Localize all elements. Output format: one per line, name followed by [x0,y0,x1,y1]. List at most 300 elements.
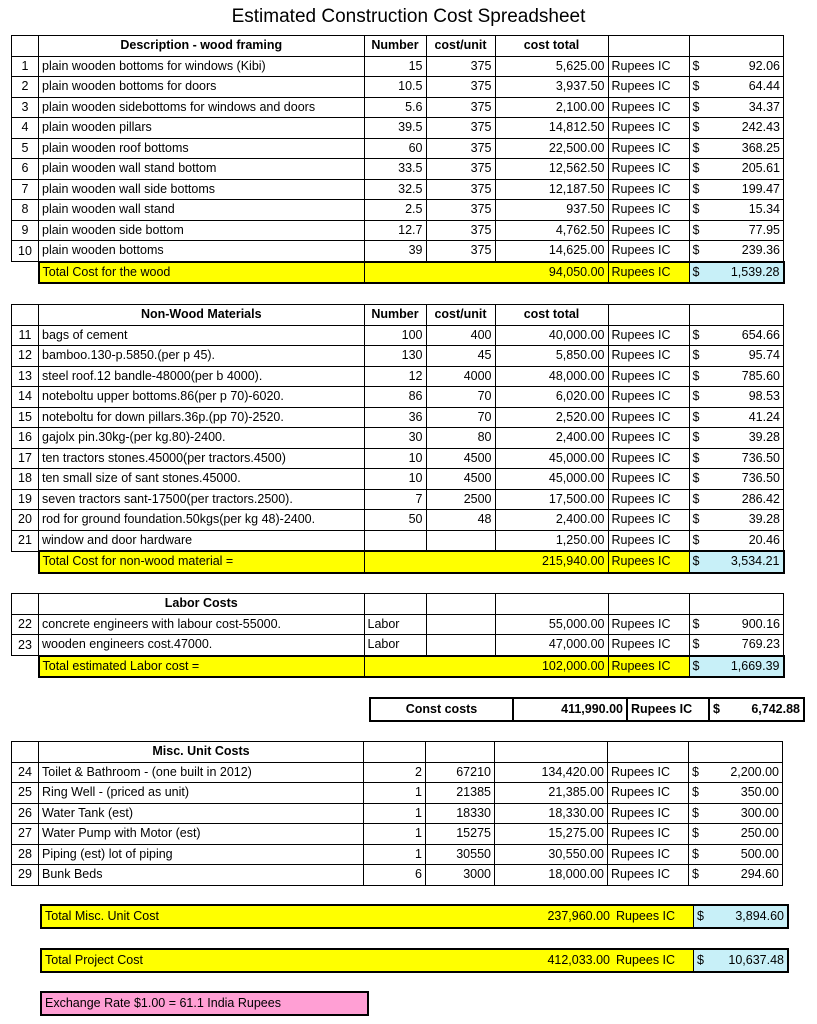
item-description[interactable]: Toilet & Bathroom - (one built in 2012) [39,762,364,783]
cell[interactable] [426,551,495,573]
item-description[interactable]: gajolx pin.30kg-(per kg.80)-2400. [39,428,365,449]
item-description[interactable]: ten small size of sant stones.45000. [39,469,365,490]
cell[interactable] [364,594,426,615]
item-usd[interactable] [689,865,783,886]
item-currency[interactable]: Rupees IC [608,366,689,387]
item-cost-total[interactable]: 40,000.00 [495,325,608,346]
cell[interactable] [608,36,689,57]
usd-value: 98.53 [748,389,780,404]
row-number[interactable]: 14 [12,387,39,408]
total-label[interactable]: Total Cost for non-wood material = [39,551,365,573]
item-usd[interactable] [689,614,784,635]
item-number[interactable]: 10 [364,448,426,469]
item-cost-total[interactable]: 2,520.00 [495,407,608,428]
labor-table [11,593,785,678]
dollar-sign: $ [692,202,700,217]
item-currency[interactable]: Rupees IC [608,783,689,804]
item-cost-unit[interactable] [426,530,495,551]
cell[interactable] [426,742,495,763]
item-cost-unit[interactable]: 67210 [426,762,495,783]
item-number[interactable]: Labor [364,614,426,635]
item-currency[interactable]: Rupees IC [608,179,689,200]
header-row [12,36,784,57]
row-number[interactable]: 3 [12,97,39,118]
item-currency[interactable]: Rupees IC [608,407,689,428]
item-usd[interactable] [689,346,784,367]
item-number[interactable]: 60 [364,138,426,159]
total-usd[interactable] [694,905,789,928]
item-usd[interactable] [689,530,784,551]
row-number[interactable]: 12 [12,346,39,367]
item-usd[interactable] [689,387,784,408]
item-usd[interactable] [689,448,784,469]
item-number[interactable]: 6 [364,865,426,886]
item-description[interactable]: wooden engineers cost.47000. [39,635,365,656]
column-header-cost-total[interactable]: cost total [495,36,608,57]
item-currency[interactable]: Rupees IC [608,241,689,262]
usd-value: 64.44 [748,79,780,94]
item-number[interactable]: 50 [364,510,426,531]
dollar-sign: $ [692,846,699,861]
item-usd[interactable] [689,366,784,387]
table-row [12,428,784,449]
item-number[interactable]: 1 [364,824,426,845]
usd-value: 77.95 [748,222,780,237]
item-number[interactable]: 10 [364,469,426,490]
item-cost-total[interactable]: 2,100.00 [495,97,608,118]
usd-value: 242.43 [741,120,780,135]
item-cost-unit[interactable]: 375 [426,200,495,221]
dollar-sign: $ [697,953,704,967]
item-description[interactable]: bags of cement [39,325,365,346]
row-number[interactable]: 26 [12,803,39,824]
row-number[interactable]: 9 [12,220,39,241]
total-currency[interactable]: Rupees IC [608,262,689,284]
item-description[interactable]: rod for ground foundation.50kgs(per kg 48)-2400. [39,510,365,531]
table-row [12,200,784,221]
item-usd[interactable] [689,220,784,241]
item-currency[interactable]: Rupees IC [608,865,689,886]
cell[interactable] [426,656,495,678]
item-number[interactable]: 15 [364,56,426,77]
item-usd[interactable] [689,179,784,200]
item-cost-unit[interactable]: 21385 [426,783,495,804]
item-cost-total[interactable]: 48,000.00 [495,366,608,387]
cell[interactable] [12,305,39,326]
column-header-cost-unit[interactable]: cost/unit [426,305,495,326]
item-description[interactable]: plain wooden wall stand bottom [39,159,365,180]
item-cost-unit[interactable]: 375 [426,56,495,77]
item-cost-unit[interactable]: 375 [426,220,495,241]
total-rupees[interactable]: 102,000.00 [495,656,608,678]
item-number[interactable]: 36 [364,407,426,428]
dollar-sign: $ [692,264,700,279]
item-cost-total[interactable]: 47,000.00 [495,635,608,656]
row-number[interactable]: 11 [12,325,39,346]
item-currency[interactable]: Rupees IC [608,448,689,469]
usd-value: 500.00 [740,846,779,861]
item-currency[interactable]: Rupees IC [608,635,689,656]
item-usd[interactable] [689,138,784,159]
item-description[interactable]: plain wooden side bottom [39,220,365,241]
table-row [12,489,784,510]
cell[interactable] [689,305,784,326]
item-usd[interactable] [689,200,784,221]
item-currency[interactable]: Rupees IC [608,469,689,490]
item-cost-unit[interactable]: 30550 [426,844,495,865]
cell[interactable] [12,36,39,57]
item-cost-total[interactable]: 21,385.00 [495,783,608,804]
item-usd[interactable] [689,510,784,531]
item-description[interactable]: plain wooden bottoms for doors [39,77,365,98]
item-description[interactable]: noteboltu for down pillars.36p.(pp 70)-2520. [39,407,365,428]
item-description[interactable]: steel roof.12 bandle-48000(per b 4000). [39,366,365,387]
item-number[interactable]: 30 [364,428,426,449]
total-currency[interactable]: Rupees IC [613,905,694,928]
item-number[interactable]: 86 [364,387,426,408]
item-cost-unit[interactable]: 375 [426,77,495,98]
item-cost-total[interactable]: 5,850.00 [495,346,608,367]
cell[interactable] [12,594,39,615]
labor-total-row [12,656,784,678]
row-number[interactable]: 5 [12,138,39,159]
item-cost-unit[interactable]: 2500 [426,489,495,510]
item-cost-unit[interactable]: 375 [426,179,495,200]
item-description[interactable]: concrete engineers with labour cost-55000. [39,614,365,635]
column-header-number[interactable]: Number [364,36,426,57]
item-number[interactable]: 32.5 [364,179,426,200]
item-cost-unit[interactable]: 80 [426,428,495,449]
item-cost-unit[interactable]: 375 [426,97,495,118]
exchange-rate-note[interactable]: Exchange Rate $1.00 = 61.1 India Rupees [40,991,369,1016]
item-number[interactable]: 1 [364,783,426,804]
item-usd[interactable] [689,407,784,428]
item-number[interactable] [364,530,426,551]
item-cost-total[interactable]: 18,000.00 [495,865,608,886]
item-description[interactable]: ten tractors stones.45000(per tractors.4500) [39,448,365,469]
column-header-cost-total[interactable]: cost total [495,305,608,326]
item-currency[interactable]: Rupees IC [608,200,689,221]
section-heading[interactable]: Misc. Unit Costs [39,742,364,763]
item-cost-unit[interactable]: 70 [426,407,495,428]
item-currency[interactable]: Rupees IC [608,77,689,98]
usd-value: 250.00 [740,826,779,841]
row-number[interactable]: 4 [12,118,39,139]
cell[interactable] [364,742,426,763]
row-number[interactable]: 7 [12,179,39,200]
item-cost-total[interactable]: 14,625.00 [495,241,608,262]
item-usd[interactable] [689,325,784,346]
dollar-sign: $ [692,764,699,779]
item-usd[interactable] [689,844,783,865]
item-description[interactable]: plain wooden bottoms [39,241,365,262]
row-number[interactable]: 2 [12,77,39,98]
item-usd[interactable] [689,159,784,180]
item-usd[interactable] [689,469,784,490]
item-currency[interactable]: Rupees IC [608,428,689,449]
table-row [12,118,784,139]
const-costs-currency[interactable]: Rupees IC [627,698,709,721]
item-number[interactable]: 1 [364,803,426,824]
item-cost-total[interactable]: 22,500.00 [495,138,608,159]
item-cost-total[interactable]: 937.50 [495,200,608,221]
usd-value: 1,539.28 [730,264,780,279]
row-number[interactable]: 18 [12,469,39,490]
dollar-sign: $ [713,702,720,716]
item-currency[interactable]: Rupees IC [608,325,689,346]
total-usd[interactable] [689,551,784,573]
item-usd[interactable] [689,762,783,783]
item-cost-unit[interactable]: 3000 [426,865,495,886]
total-label[interactable]: Total Misc. Unit Cost [41,905,501,928]
usd-value: 1,669.39 [730,658,780,673]
item-cost-unit[interactable]: 375 [426,241,495,262]
cell[interactable] [495,594,608,615]
item-cost-total[interactable]: 6,020.00 [495,387,608,408]
table-row [12,77,784,98]
usd-value: 199.47 [741,181,780,196]
item-currency[interactable]: Rupees IC [608,614,689,635]
total-rupees[interactable]: 412,033.00 [501,949,613,972]
section-heading[interactable]: Description - wood framing [39,36,365,57]
item-usd[interactable] [689,428,784,449]
total-currency[interactable]: Rupees IC [608,551,689,573]
item-currency[interactable]: Rupees IC [608,803,689,824]
total-currency[interactable]: Rupees IC [613,949,694,972]
item-cost-total[interactable]: 3,937.50 [495,77,608,98]
total-rupees[interactable]: 237,960.00 [501,905,613,928]
usd-value: 205.61 [741,161,780,176]
row-number[interactable]: 20 [12,510,39,531]
item-usd[interactable] [689,56,784,77]
item-cost-total[interactable]: 30,550.00 [495,844,608,865]
row-number[interactable]: 1 [12,56,39,77]
item-description[interactable]: Bunk Beds [39,865,364,886]
item-usd[interactable] [689,489,784,510]
dollar-sign: $ [692,532,700,547]
cell[interactable] [608,305,689,326]
item-description[interactable]: Piping (est) lot of piping [39,844,364,865]
item-usd[interactable] [689,635,784,656]
item-currency[interactable]: Rupees IC [608,510,689,531]
row-number[interactable]: 8 [12,200,39,221]
item-description[interactable]: noteboltu upper bottoms.86(per p 70)-6020. [39,387,365,408]
row-number[interactable]: 17 [12,448,39,469]
item-cost-total[interactable]: 2,400.00 [495,510,608,531]
cell[interactable] [12,742,39,763]
row-number[interactable]: 10 [12,241,39,262]
row-number[interactable]: 23 [12,635,39,656]
table-row [12,387,784,408]
item-cost-total[interactable]: 14,812.50 [495,118,608,139]
item-cost-unit[interactable]: 18330 [426,803,495,824]
item-usd[interactable] [689,783,783,804]
item-cost-total[interactable]: 5,625.00 [495,56,608,77]
item-currency[interactable]: Rupees IC [608,824,689,845]
cell[interactable] [426,262,495,284]
total-currency[interactable]: Rupees IC [608,656,689,678]
item-cost-unit[interactable]: 4000 [426,366,495,387]
usd-value: 92.06 [748,58,780,73]
row-number[interactable]: 22 [12,614,39,635]
item-description[interactable]: window and door hardware [39,530,365,551]
item-cost-unit[interactable]: 4500 [426,448,495,469]
cell[interactable] [689,742,783,763]
item-cost-unit[interactable]: 70 [426,387,495,408]
item-number[interactable]: 39.5 [364,118,426,139]
dollar-sign: $ [692,512,700,527]
item-description[interactable]: plain wooden roof bottoms [39,138,365,159]
item-currency[interactable]: Rupees IC [608,220,689,241]
item-description[interactable]: Water Pump with Motor (est) [39,824,364,845]
total-usd[interactable] [694,949,789,972]
item-cost-total[interactable]: 18,330.00 [495,803,608,824]
item-currency[interactable]: Rupees IC [608,138,689,159]
item-cost-total[interactable]: 2,400.00 [495,428,608,449]
row-number[interactable]: 24 [12,762,39,783]
spacer [12,551,39,573]
item-cost-total[interactable]: 12,562.50 [495,159,608,180]
item-usd[interactable] [689,241,784,262]
item-cost-total[interactable]: 4,762.50 [495,220,608,241]
item-number[interactable]: 5.6 [364,97,426,118]
table-row [12,56,784,77]
const-costs-label[interactable]: Const costs [370,698,513,721]
row-number[interactable]: 15 [12,407,39,428]
item-cost-total[interactable]: 134,420.00 [495,762,608,783]
item-usd[interactable] [689,118,784,139]
item-number[interactable]: 2 [364,762,426,783]
row-number[interactable]: 19 [12,489,39,510]
item-usd[interactable] [689,824,783,845]
cell[interactable] [689,594,784,615]
section-heading[interactable]: Non-Wood Materials [39,305,365,326]
total-usd[interactable] [689,656,784,678]
item-description[interactable]: plain wooden wall side bottoms [39,179,365,200]
item-currency[interactable]: Rupees IC [608,530,689,551]
item-cost-total[interactable]: 45,000.00 [495,448,608,469]
usd-value: 350.00 [740,785,779,800]
item-currency[interactable]: Rupees IC [608,159,689,180]
item-currency[interactable]: Rupees IC [608,346,689,367]
item-cost-total[interactable]: 15,275.00 [495,824,608,845]
wood-framing-table [11,35,785,284]
item-cost-total[interactable]: 12,187.50 [495,179,608,200]
item-currency[interactable]: Rupees IC [608,489,689,510]
item-number[interactable]: 1 [364,844,426,865]
item-cost-unit[interactable] [426,635,495,656]
item-cost-total[interactable]: 17,500.00 [495,489,608,510]
item-cost-unit[interactable]: 45 [426,346,495,367]
dollar-sign: $ [692,409,700,424]
project-total-row [40,948,789,973]
row-number[interactable]: 28 [12,844,39,865]
cell[interactable] [495,742,608,763]
item-cost-unit[interactable]: 400 [426,325,495,346]
row-number[interactable]: 16 [12,428,39,449]
item-currency[interactable]: Rupees IC [608,97,689,118]
total-label[interactable]: Total Project Cost [41,949,501,972]
item-currency[interactable]: Rupees IC [608,56,689,77]
item-cost-unit[interactable]: 375 [426,138,495,159]
item-cost-total[interactable]: 45,000.00 [495,469,608,490]
item-description[interactable]: plain wooden wall stand [39,200,365,221]
item-cost-unit[interactable]: 48 [426,510,495,531]
item-description[interactable]: Water Tank (est) [39,803,364,824]
cell[interactable] [364,656,426,678]
row-number[interactable]: 13 [12,366,39,387]
cell[interactable] [608,742,689,763]
total-usd[interactable] [689,262,784,284]
item-currency[interactable]: Rupees IC [608,844,689,865]
item-number[interactable]: 130 [364,346,426,367]
const-costs-rupees[interactable]: 411,990.00 [513,698,627,721]
item-number[interactable]: 39 [364,241,426,262]
cell[interactable] [608,594,689,615]
row-number[interactable]: 27 [12,824,39,845]
row-number[interactable]: 6 [12,159,39,180]
item-description[interactable]: Ring Well - (priced as unit) [39,783,364,804]
item-cost-unit[interactable]: 375 [426,159,495,180]
item-currency[interactable]: Rupees IC [608,387,689,408]
item-description[interactable]: bamboo.130-p.5850.(per p 45). [39,346,365,367]
table-row [12,510,784,531]
item-description[interactable]: plain wooden pillars [39,118,365,139]
item-cost-total[interactable]: 55,000.00 [495,614,608,635]
total-label[interactable]: Total estimated Labor cost = [39,656,365,678]
item-cost-unit[interactable] [426,614,495,635]
usd-value: 368.25 [741,140,780,155]
cell[interactable] [689,36,784,57]
dollar-sign: $ [692,785,699,800]
item-cost-unit[interactable]: 4500 [426,469,495,490]
table-row [12,346,784,367]
item-number[interactable]: 7 [364,489,426,510]
item-cost-total[interactable]: 1,250.00 [495,530,608,551]
row-number[interactable]: 21 [12,530,39,551]
item-usd[interactable] [689,97,784,118]
item-number[interactable]: 12 [364,366,426,387]
total-rupees[interactable]: 215,940.00 [495,551,608,573]
item-currency[interactable]: Rupees IC [608,762,689,783]
cell[interactable] [426,594,495,615]
section-heading[interactable]: Labor Costs [39,594,365,615]
item-usd[interactable] [689,803,783,824]
column-header-number[interactable]: Number [364,305,426,326]
item-number[interactable]: Labor [364,635,426,656]
item-description[interactable]: plain wooden bottoms for windows (Kibi) [39,56,365,77]
item-cost-unit[interactable]: 15275 [426,824,495,845]
item-description[interactable]: plain wooden sidebottoms for windows and doors [39,97,365,118]
total-rupees[interactable]: 94,050.00 [495,262,608,284]
item-currency[interactable]: Rupees IC [608,118,689,139]
item-description[interactable]: seven tractors sant-17500(per tractors.2500). [39,489,365,510]
item-number[interactable]: 2.5 [364,200,426,221]
row-number[interactable]: 29 [12,865,39,886]
cell[interactable] [364,262,426,284]
total-label[interactable]: Total Cost for the wood [39,262,365,284]
item-usd[interactable] [689,77,784,98]
item-number[interactable]: 33.5 [364,159,426,180]
column-header-cost-unit[interactable]: cost/unit [426,36,495,57]
const-costs-usd[interactable] [709,698,804,721]
item-number[interactable]: 10.5 [364,77,426,98]
item-cost-unit[interactable]: 375 [426,118,495,139]
item-number[interactable]: 100 [364,325,426,346]
item-number[interactable]: 12.7 [364,220,426,241]
row-number[interactable]: 25 [12,783,39,804]
cell[interactable] [364,551,426,573]
